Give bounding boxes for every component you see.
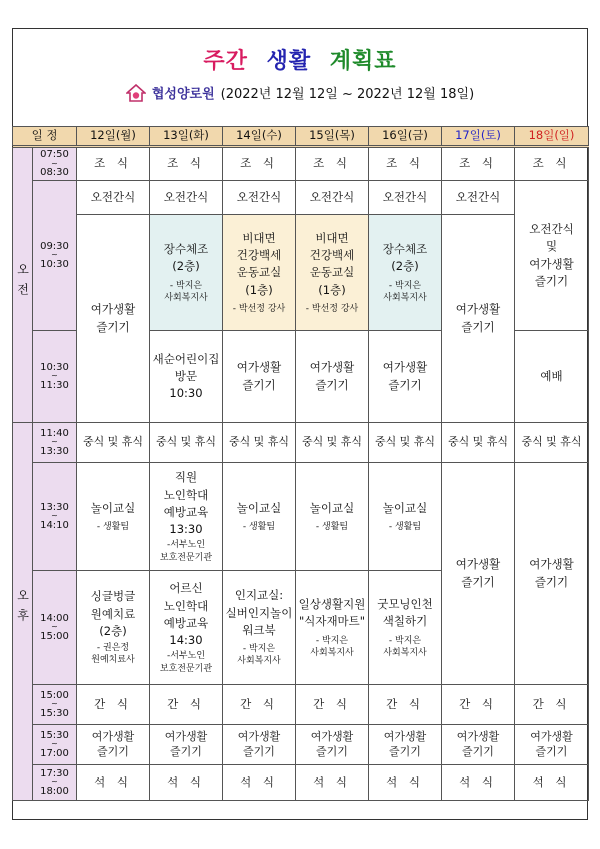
day-wed: 14일(수)	[223, 127, 296, 147]
pm-snack-cell: 간 식	[296, 685, 369, 725]
play-class-cell: 놀이교실 - 생활팀	[369, 463, 442, 571]
am-snack-cell: 오전간식	[296, 181, 369, 215]
header-label: 일 정	[13, 127, 77, 147]
breakfast-cell: 조 식	[223, 147, 296, 181]
leisure-cell: 여가생활 즐기기	[442, 215, 515, 423]
am-snack-cell: 오전간식	[369, 181, 442, 215]
title-part-3: 계획표	[329, 49, 397, 74]
sun-snack-leisure-cell: 오전간식 및 여가생활 즐기기	[515, 181, 589, 331]
leisure-cell: 여가생활 즐기기	[77, 725, 150, 765]
dinner-cell: 석 식	[150, 765, 223, 801]
section-pm: 오후	[13, 423, 33, 801]
time-slot: 13:30 ~ 14:10	[33, 463, 77, 571]
title-part-2: 생활	[266, 49, 312, 74]
header-row	[13, 127, 589, 147]
lunch-cell: 중식 및 휴식	[77, 423, 150, 463]
online-exercise-cell: 비대면 건강백세 운동교실 (1층) - 박선정 강사	[296, 215, 369, 331]
cognitive-class-cell: 인지교실: 실버인지놀이 워크북 - 박지은 사회복지사	[223, 571, 296, 685]
daily-life-support-cell: 일상생활지원 "식자재마트" - 박지은 사회복지사	[296, 571, 369, 685]
row-lunch	[13, 423, 589, 463]
dinner-cell: 석 식	[515, 765, 589, 801]
breakfast-cell: 조 식	[515, 147, 589, 181]
schedule-table	[12, 126, 589, 801]
dinner-cell: 석 식	[77, 765, 150, 801]
time-slot: 15:30 ~ 17:00	[33, 725, 77, 765]
leisure-cell: 여가생활 즐기기	[369, 331, 442, 423]
leisure-cell: 여가생활 즐기기	[223, 331, 296, 423]
leisure-cell: 여가생활 즐기기	[77, 215, 150, 423]
breakfast-cell: 조 식	[296, 147, 369, 181]
row-late-pm	[13, 725, 589, 765]
leisure-cell: 여가생활 즐기기	[369, 725, 442, 765]
row-am-activity	[13, 215, 589, 331]
time-slot: 15:00 ~ 15:30	[33, 685, 77, 725]
row-dinner	[13, 765, 589, 801]
daycare-visit-cell: 새순어린이집 방문 10:30	[150, 331, 223, 423]
elder-abuse-prevention-cell: 어르신 노인학대 예방교육 14:30 -서부노인 보호전문기관	[150, 571, 223, 685]
subtitle	[0, 83, 600, 102]
breakfast-cell: 조 식	[442, 147, 515, 181]
pm-snack-cell: 간 식	[223, 685, 296, 725]
longevity-exercise-cell: 장수체조 (2층) - 박지은 사회복지사	[369, 215, 442, 331]
leisure-cell: 여가생활 즐기기	[150, 725, 223, 765]
dinner-cell: 석 식	[442, 765, 515, 801]
row-breakfast	[13, 147, 589, 181]
row-early-pm	[13, 463, 589, 571]
time-slot: 14:00 ~ 15:00	[33, 571, 77, 685]
online-exercise-cell: 비대면 건강백세 운동교실 (1층) - 박선정 강사	[223, 215, 296, 331]
worship-cell: 예배	[515, 331, 589, 423]
schedule-period: (2022년 12월 12일 ~ 2022년 12월 18일)	[220, 87, 475, 102]
day-thu: 15일(목)	[296, 127, 369, 147]
row-pm-snack	[13, 685, 589, 725]
play-class-cell: 놀이교실 - 생활팀	[77, 463, 150, 571]
leisure-cell: 여가생활 즐기기	[442, 463, 515, 685]
row-am-snack	[13, 181, 589, 215]
lunch-cell: 중식 및 휴식	[296, 423, 369, 463]
leisure-cell: 여가생활 즐기기	[442, 725, 515, 765]
day-tue: 13일(화)	[150, 127, 223, 147]
time-slot: 17:30 ~ 18:00	[33, 765, 77, 801]
house-logo-icon	[126, 84, 146, 102]
am-snack-cell: 오전간식	[442, 181, 515, 215]
pm-snack-cell: 간 식	[369, 685, 442, 725]
time-slot: 07:50 ~ 08:30	[33, 147, 77, 181]
day-sat: 17일(토)	[442, 127, 515, 147]
staff-abuse-prevention-cell: 직원 노인학대 예방교육 13:30 -서부노인 보호전문기관	[150, 463, 223, 571]
dinner-cell: 석 식	[369, 765, 442, 801]
time-slot: 09:30 ~ 10:30	[33, 181, 77, 331]
day-sun: 18일(일)	[515, 127, 589, 147]
dinner-cell: 석 식	[223, 765, 296, 801]
leisure-cell: 여가생활 즐기기	[515, 725, 589, 765]
pm-snack-cell: 간 식	[442, 685, 515, 725]
breakfast-cell: 조 식	[77, 147, 150, 181]
page-title	[0, 44, 600, 75]
leisure-cell: 여가생활 즐기기	[296, 725, 369, 765]
am-snack-cell: 오전간식	[150, 181, 223, 215]
institution-name: 협성양로원	[151, 87, 215, 102]
dinner-cell: 석 식	[296, 765, 369, 801]
breakfast-cell: 조 식	[369, 147, 442, 181]
horticulture-therapy-cell: 싱글벙글 원예치료 (2층) - 권은정 원예치료사	[77, 571, 150, 685]
lunch-cell: 중식 및 휴식	[442, 423, 515, 463]
leisure-cell: 여가생활 즐기기	[515, 463, 589, 685]
time-slot: 11:40 ~ 13:30	[33, 423, 77, 463]
longevity-exercise-cell: 장수체조 (2층) - 박지은 사회복지사	[150, 215, 223, 331]
day-fri: 16일(금)	[369, 127, 442, 147]
title-part-1: 주간	[203, 49, 248, 74]
time-slot: 10:30 ~ 11:30	[33, 331, 77, 423]
breakfast-cell: 조 식	[150, 147, 223, 181]
play-class-cell: 놀이교실 - 생활팀	[296, 463, 369, 571]
pm-snack-cell: 간 식	[150, 685, 223, 725]
lunch-cell: 중식 및 휴식	[223, 423, 296, 463]
am-snack-cell: 오전간식	[77, 181, 150, 215]
day-mon: 12일(월)	[77, 127, 150, 147]
leisure-cell: 여가생활 즐기기	[296, 331, 369, 423]
lunch-cell: 중식 및 휴식	[150, 423, 223, 463]
pm-snack-cell: 간 식	[515, 685, 589, 725]
am-snack-cell: 오전간식	[223, 181, 296, 215]
section-am: 오전	[13, 147, 33, 423]
lunch-cell: 중식 및 휴식	[369, 423, 442, 463]
lunch-cell: 중식 및 휴식	[515, 423, 589, 463]
pm-snack-cell: 간 식	[77, 685, 150, 725]
coloring-cell: 굿모닝인천 색칠하기 - 박지은 사회복지사	[369, 571, 442, 685]
play-class-cell: 놀이교실 - 생활팀	[223, 463, 296, 571]
leisure-cell: 여가생활 즐기기	[223, 725, 296, 765]
